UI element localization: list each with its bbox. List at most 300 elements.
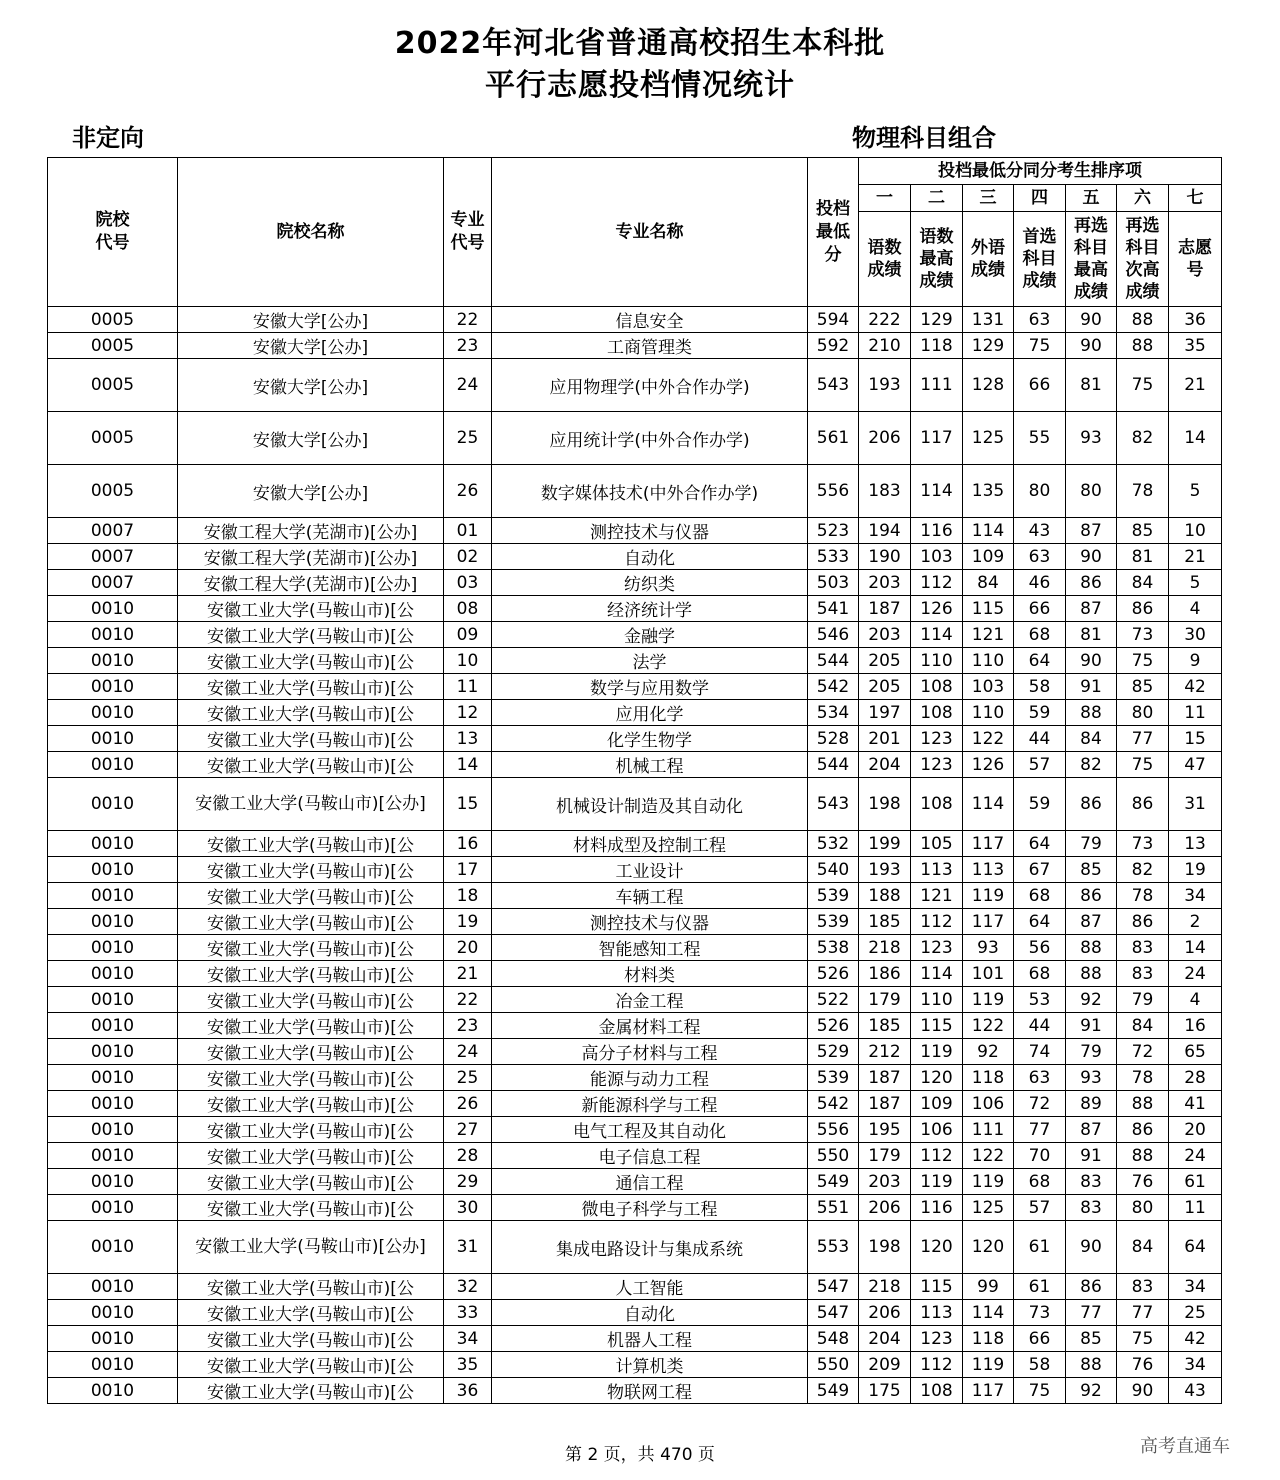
rank-value-cell-2: 114: [911, 961, 963, 987]
header-rank-7: 七: [1169, 185, 1222, 212]
rank-value-cell-4: 75: [1014, 333, 1066, 359]
rank-value-cell-2: 106: [911, 1117, 963, 1143]
rank-value-cell-5: 77: [1066, 1300, 1117, 1326]
rank-value-cell-4: 44: [1014, 1013, 1066, 1039]
major-name-cell: 应用化学: [492, 700, 808, 726]
rank-value-cell-4: 68: [1014, 622, 1066, 648]
school-code-cell: 0010: [48, 596, 178, 622]
rank-value-cell-7: 47: [1169, 752, 1222, 778]
rank-value-cell-3: 118: [963, 1326, 1014, 1352]
rank-value-cell-1: 183: [859, 465, 911, 518]
school-name-cell: 安徽大学[公办]: [178, 333, 444, 359]
school-name-cell: 安徽工业大学(马鞍山市)[公: [178, 935, 444, 961]
rank-value-cell-5: 87: [1066, 909, 1117, 935]
rank-value-cell-1: 188: [859, 883, 911, 909]
rank-value-cell-4: 64: [1014, 648, 1066, 674]
major-name-cell: 应用统计学(中外合作办学): [492, 412, 808, 465]
rank-value-cell-2: 115: [911, 1274, 963, 1300]
major-code-cell: 13: [444, 726, 492, 752]
school-name-cell: 安徽工业大学(马鞍山市)[公: [178, 1300, 444, 1326]
major-code-cell: 10: [444, 648, 492, 674]
school-code-cell: 0010: [48, 1378, 178, 1404]
rank-value-cell-1: 179: [859, 1143, 911, 1169]
school-name-cell: 安徽工业大学(马鞍山市)[公: [178, 1039, 444, 1065]
min-score-cell: 526: [808, 1013, 859, 1039]
major-name-cell: 高分子材料与工程: [492, 1039, 808, 1065]
table-row: [48, 1378, 1222, 1404]
rank-value-cell-5: 88: [1066, 961, 1117, 987]
school-code-cell: 0010: [48, 726, 178, 752]
school-name-cell: 安徽工业大学(马鞍山市)[公: [178, 752, 444, 778]
rank-value-cell-3: 84: [963, 570, 1014, 596]
rank-value-cell-3: 121: [963, 622, 1014, 648]
rank-value-cell-5: 90: [1066, 333, 1117, 359]
rank-value-cell-6: 72: [1117, 1039, 1169, 1065]
rank-value-cell-2: 114: [911, 622, 963, 648]
rank-value-cell-4: 73: [1014, 1300, 1066, 1326]
rank-value-cell-5: 93: [1066, 1065, 1117, 1091]
header-tiebreak-group: 投档最低分同分考生排序项: [859, 158, 1222, 185]
rank-value-cell-7: 19: [1169, 857, 1222, 883]
major-name-cell: 冶金工程: [492, 987, 808, 1013]
rank-value-cell-1: 203: [859, 622, 911, 648]
major-name-cell: 经济统计学: [492, 596, 808, 622]
rank-value-cell-6: 78: [1117, 1065, 1169, 1091]
rank-value-cell-2: 116: [911, 518, 963, 544]
school-code-cell: 0005: [48, 333, 178, 359]
rank-value-cell-1: 198: [859, 1221, 911, 1274]
rank-value-cell-3: 128: [963, 359, 1014, 412]
rank-value-cell-6: 83: [1117, 935, 1169, 961]
table-row: [48, 518, 1222, 544]
header-major-code: 专业代号: [444, 158, 492, 307]
school-name-cell: 安徽工业大学(马鞍山市)[公: [178, 674, 444, 700]
min-score-cell: 594: [808, 307, 859, 333]
rank-value-cell-1: 204: [859, 1326, 911, 1352]
major-code-cell: 31: [444, 1221, 492, 1274]
rank-value-cell-2: 111: [911, 359, 963, 412]
rank-value-cell-2: 108: [911, 700, 963, 726]
school-name-cell: 安徽工业大学(马鞍山市)[公: [178, 1091, 444, 1117]
school-name-cell: 安徽工程大学(芜湖市)[公办]: [178, 570, 444, 596]
rank-value-cell-6: 88: [1117, 1091, 1169, 1117]
rank-value-cell-1: 187: [859, 596, 911, 622]
min-score-cell: 533: [808, 544, 859, 570]
major-name-cell: 自动化: [492, 544, 808, 570]
rank-value-cell-6: 75: [1117, 1326, 1169, 1352]
category-label: 非定向: [72, 124, 144, 152]
min-score-cell: 539: [808, 883, 859, 909]
rank-value-cell-5: 91: [1066, 1143, 1117, 1169]
rank-value-cell-3: 110: [963, 648, 1014, 674]
rank-value-cell-6: 86: [1117, 778, 1169, 831]
rank-value-cell-2: 121: [911, 883, 963, 909]
rank-value-cell-1: 203: [859, 1169, 911, 1195]
school-code-cell: 0010: [48, 1221, 178, 1274]
major-name-cell: 材料类: [492, 961, 808, 987]
rank-value-cell-4: 72: [1014, 1091, 1066, 1117]
min-score-cell: 549: [808, 1378, 859, 1404]
rank-value-cell-4: 59: [1014, 778, 1066, 831]
major-code-cell: 23: [444, 333, 492, 359]
rank-value-cell-7: 2: [1169, 909, 1222, 935]
rank-value-cell-7: 13: [1169, 831, 1222, 857]
rank-value-cell-2: 119: [911, 1169, 963, 1195]
rank-value-cell-3: 106: [963, 1091, 1014, 1117]
school-name-cell: 安徽大学[公办]: [178, 359, 444, 412]
header-rank-5: 五: [1066, 185, 1117, 212]
school-code-cell: 0005: [48, 359, 178, 412]
rank-value-cell-7: 25: [1169, 1300, 1222, 1326]
rank-value-cell-4: 66: [1014, 1326, 1066, 1352]
school-name-cell: 安徽工业大学(马鞍山市)[公: [178, 1326, 444, 1352]
table-row: [48, 1221, 1222, 1274]
rank-value-cell-3: 115: [963, 596, 1014, 622]
min-score-cell: 556: [808, 1117, 859, 1143]
school-code-cell: 0010: [48, 648, 178, 674]
major-name-cell: 机器人工程: [492, 1326, 808, 1352]
rank-value-cell-5: 79: [1066, 1039, 1117, 1065]
school-code-cell: 0010: [48, 1352, 178, 1378]
table-row: [48, 648, 1222, 674]
rank-value-cell-2: 120: [911, 1065, 963, 1091]
rank-value-cell-5: 88: [1066, 700, 1117, 726]
rank-value-cell-7: 64: [1169, 1221, 1222, 1274]
rank-value-cell-5: 92: [1066, 987, 1117, 1013]
rank-value-cell-6: 76: [1117, 1169, 1169, 1195]
school-code-cell: 0010: [48, 1065, 178, 1091]
rank-value-cell-1: 190: [859, 544, 911, 570]
rank-value-cell-3: 117: [963, 909, 1014, 935]
table-body: [48, 307, 1222, 1404]
min-score-cell: 539: [808, 1065, 859, 1091]
rank-value-cell-1: 205: [859, 674, 911, 700]
school-code-cell: 0010: [48, 1117, 178, 1143]
rank-value-cell-2: 129: [911, 307, 963, 333]
rank-value-cell-2: 112: [911, 1352, 963, 1378]
min-score-cell: 547: [808, 1300, 859, 1326]
rank-value-cell-1: 218: [859, 1274, 911, 1300]
school-code-cell: 0010: [48, 987, 178, 1013]
school-code-cell: 0005: [48, 465, 178, 518]
school-code-cell: 0010: [48, 1143, 178, 1169]
rank-value-cell-3: 101: [963, 961, 1014, 987]
rank-value-cell-7: 34: [1169, 1352, 1222, 1378]
min-score-cell: 543: [808, 778, 859, 831]
rank-value-cell-7: 16: [1169, 1013, 1222, 1039]
rank-value-cell-6: 78: [1117, 465, 1169, 518]
school-name-cell: 安徽工程大学(芜湖市)[公办]: [178, 518, 444, 544]
rank-value-cell-3: 92: [963, 1039, 1014, 1065]
rank-value-cell-1: 185: [859, 1013, 911, 1039]
major-name-cell: 数学与应用数学: [492, 674, 808, 700]
rank-value-cell-5: 86: [1066, 883, 1117, 909]
school-code-cell: 0010: [48, 961, 178, 987]
rank-value-cell-7: 28: [1169, 1065, 1222, 1091]
major-name-cell: 工商管理类: [492, 333, 808, 359]
rank-value-cell-1: 206: [859, 1195, 911, 1221]
table-row: [48, 1143, 1222, 1169]
table-row: [48, 1274, 1222, 1300]
rank-value-cell-3: 135: [963, 465, 1014, 518]
rank-value-cell-6: 90: [1117, 1378, 1169, 1404]
rank-value-cell-7: 24: [1169, 961, 1222, 987]
rank-value-cell-6: 78: [1117, 883, 1169, 909]
rank-value-cell-5: 84: [1066, 726, 1117, 752]
rank-value-cell-4: 53: [1014, 987, 1066, 1013]
school-code-cell: 0010: [48, 1300, 178, 1326]
major-name-cell: 集成电路设计与集成系统: [492, 1221, 808, 1274]
rank-value-cell-6: 75: [1117, 359, 1169, 412]
major-name-cell: 新能源科学与工程: [492, 1091, 808, 1117]
rank-value-cell-5: 91: [1066, 674, 1117, 700]
major-code-cell: 20: [444, 935, 492, 961]
school-code-cell: 0010: [48, 778, 178, 831]
major-code-cell: 03: [444, 570, 492, 596]
rank-value-cell-7: 10: [1169, 518, 1222, 544]
major-name-cell: 能源与动力工程: [492, 1065, 808, 1091]
major-code-cell: 22: [444, 987, 492, 1013]
major-code-cell: 19: [444, 909, 492, 935]
rank-value-cell-5: 89: [1066, 1091, 1117, 1117]
school-code-cell: 0010: [48, 935, 178, 961]
major-code-cell: 33: [444, 1300, 492, 1326]
rank-value-cell-1: 206: [859, 1300, 911, 1326]
rank-value-cell-4: 70: [1014, 1143, 1066, 1169]
table-row: [48, 1039, 1222, 1065]
rank-value-cell-3: 122: [963, 726, 1014, 752]
rank-value-cell-4: 61: [1014, 1274, 1066, 1300]
rank-value-cell-5: 90: [1066, 307, 1117, 333]
rank-value-cell-6: 84: [1117, 1013, 1169, 1039]
rank-value-cell-5: 85: [1066, 1326, 1117, 1352]
school-name-cell: 安徽工业大学(马鞍山市)[公: [178, 700, 444, 726]
rank-value-cell-3: 118: [963, 1065, 1014, 1091]
rank-value-cell-4: 55: [1014, 412, 1066, 465]
header-subcol-5: 再选科目最高成绩: [1066, 212, 1117, 307]
rank-value-cell-5: 83: [1066, 1169, 1117, 1195]
rank-value-cell-2: 123: [911, 935, 963, 961]
school-name-cell: 安徽工业大学(马鞍山市)[公: [178, 648, 444, 674]
school-code-cell: 0010: [48, 700, 178, 726]
major-name-cell: 电气工程及其自动化: [492, 1117, 808, 1143]
rank-value-cell-6: 73: [1117, 831, 1169, 857]
major-name-cell: 智能感知工程: [492, 935, 808, 961]
school-name-cell: 安徽工业大学(马鞍山市)[公: [178, 1352, 444, 1378]
major-name-cell: 材料成型及控制工程: [492, 831, 808, 857]
rank-value-cell-7: 4: [1169, 596, 1222, 622]
major-code-cell: 11: [444, 674, 492, 700]
table-row: [48, 596, 1222, 622]
school-name-cell: 安徽工业大学(马鞍山市)[公办]: [178, 778, 444, 831]
rank-value-cell-3: 122: [963, 1143, 1014, 1169]
table-row: [48, 544, 1222, 570]
rank-value-cell-3: 119: [963, 883, 1014, 909]
rank-value-cell-6: 79: [1117, 987, 1169, 1013]
major-name-cell: 信息安全: [492, 307, 808, 333]
rank-value-cell-6: 88: [1117, 307, 1169, 333]
rank-value-cell-4: 77: [1014, 1117, 1066, 1143]
major-name-cell: 通信工程: [492, 1169, 808, 1195]
rank-value-cell-2: 105: [911, 831, 963, 857]
min-score-cell: 540: [808, 857, 859, 883]
rank-value-cell-5: 86: [1066, 570, 1117, 596]
min-score-cell: 539: [808, 909, 859, 935]
rank-value-cell-5: 88: [1066, 935, 1117, 961]
major-name-cell: 车辆工程: [492, 883, 808, 909]
rank-value-cell-7: 4: [1169, 987, 1222, 1013]
rank-value-cell-1: 194: [859, 518, 911, 544]
rank-value-cell-2: 119: [911, 1039, 963, 1065]
rank-value-cell-2: 120: [911, 1221, 963, 1274]
rank-value-cell-6: 76: [1117, 1352, 1169, 1378]
school-code-cell: 0010: [48, 1195, 178, 1221]
rank-value-cell-7: 43: [1169, 1378, 1222, 1404]
table-row: [48, 909, 1222, 935]
school-code-cell: 0010: [48, 883, 178, 909]
rank-value-cell-5: 87: [1066, 1117, 1117, 1143]
major-name-cell: 计算机类: [492, 1352, 808, 1378]
min-score-cell: 544: [808, 752, 859, 778]
major-code-cell: 26: [444, 465, 492, 518]
rank-value-cell-4: 66: [1014, 359, 1066, 412]
rank-value-cell-1: 195: [859, 1117, 911, 1143]
rank-value-cell-4: 57: [1014, 1195, 1066, 1221]
major-name-cell: 物联网工程: [492, 1378, 808, 1404]
header-subcol-6: 再选科目次高成绩: [1117, 212, 1169, 307]
table-row: [48, 570, 1222, 596]
rank-value-cell-5: 81: [1066, 359, 1117, 412]
major-name-cell: 微电子科学与工程: [492, 1195, 808, 1221]
major-name-cell: 纺织类: [492, 570, 808, 596]
school-name-cell: 安徽工业大学(马鞍山市)[公办]: [178, 1221, 444, 1274]
major-name-cell: 数字媒体技术(中外合作办学): [492, 465, 808, 518]
table-row: [48, 1169, 1222, 1195]
rank-value-cell-4: 43: [1014, 518, 1066, 544]
rank-value-cell-4: 80: [1014, 465, 1066, 518]
school-code-cell: 0010: [48, 857, 178, 883]
rank-value-cell-3: 103: [963, 674, 1014, 700]
rank-value-cell-6: 75: [1117, 648, 1169, 674]
rank-value-cell-5: 81: [1066, 622, 1117, 648]
header-rank-3: 三: [963, 185, 1014, 212]
rank-value-cell-2: 113: [911, 857, 963, 883]
rank-value-cell-6: 88: [1117, 333, 1169, 359]
min-score-cell: 556: [808, 465, 859, 518]
school-code-cell: 0010: [48, 1013, 178, 1039]
rank-value-cell-6: 85: [1117, 518, 1169, 544]
table-row: [48, 1326, 1222, 1352]
rank-value-cell-3: 120: [963, 1221, 1014, 1274]
header-school-name: 院校名称: [178, 158, 444, 307]
min-score-cell: 561: [808, 412, 859, 465]
min-score-cell: 547: [808, 1274, 859, 1300]
rank-value-cell-6: 86: [1117, 1117, 1169, 1143]
rank-value-cell-4: 46: [1014, 570, 1066, 596]
major-code-cell: 02: [444, 544, 492, 570]
school-name-cell: 安徽工业大学(马鞍山市)[公: [178, 857, 444, 883]
school-name-cell: 安徽工业大学(马鞍山市)[公: [178, 883, 444, 909]
rank-value-cell-1: 222: [859, 307, 911, 333]
rank-value-cell-3: 113: [963, 857, 1014, 883]
rank-value-cell-6: 86: [1117, 596, 1169, 622]
rank-value-cell-1: 204: [859, 752, 911, 778]
rank-value-cell-1: 209: [859, 1352, 911, 1378]
major-code-cell: 18: [444, 883, 492, 909]
rank-value-cell-3: 99: [963, 1274, 1014, 1300]
major-code-cell: 27: [444, 1117, 492, 1143]
rank-value-cell-1: 205: [859, 648, 911, 674]
rank-value-cell-7: 14: [1169, 412, 1222, 465]
rank-value-cell-7: 14: [1169, 935, 1222, 961]
min-score-cell: 526: [808, 961, 859, 987]
major-code-cell: 25: [444, 1065, 492, 1091]
school-code-cell: 0007: [48, 544, 178, 570]
rank-value-cell-1: 197: [859, 700, 911, 726]
rank-value-cell-3: 125: [963, 1195, 1014, 1221]
header-rank-6: 六: [1117, 185, 1169, 212]
rank-value-cell-5: 90: [1066, 648, 1117, 674]
rank-value-cell-7: 36: [1169, 307, 1222, 333]
major-code-cell: 36: [444, 1378, 492, 1404]
school-code-cell: 0010: [48, 1169, 178, 1195]
rank-value-cell-5: 87: [1066, 596, 1117, 622]
major-code-cell: 25: [444, 412, 492, 465]
school-code-cell: 0007: [48, 518, 178, 544]
rank-value-cell-6: 83: [1117, 961, 1169, 987]
rank-value-cell-1: 186: [859, 961, 911, 987]
major-name-cell: 工业设计: [492, 857, 808, 883]
major-code-cell: 14: [444, 752, 492, 778]
rank-value-cell-3: 131: [963, 307, 1014, 333]
major-code-cell: 24: [444, 1039, 492, 1065]
min-score-cell: 529: [808, 1039, 859, 1065]
rank-value-cell-1: 212: [859, 1039, 911, 1065]
rank-value-cell-2: 103: [911, 544, 963, 570]
rank-value-cell-3: 93: [963, 935, 1014, 961]
school-name-cell: 安徽工业大学(马鞍山市)[公: [178, 1143, 444, 1169]
rank-value-cell-4: 63: [1014, 307, 1066, 333]
min-score-cell: 551: [808, 1195, 859, 1221]
rank-value-cell-6: 81: [1117, 544, 1169, 570]
header-school-code: 院校代号: [48, 158, 178, 307]
table-header: [48, 158, 1222, 307]
rank-value-cell-6: 83: [1117, 1274, 1169, 1300]
school-code-cell: 0010: [48, 622, 178, 648]
min-score-cell: 549: [808, 1169, 859, 1195]
rank-value-cell-7: 20: [1169, 1117, 1222, 1143]
rank-value-cell-2: 110: [911, 648, 963, 674]
major-name-cell: 人工智能: [492, 1274, 808, 1300]
rank-value-cell-4: 63: [1014, 544, 1066, 570]
rank-value-cell-3: 110: [963, 700, 1014, 726]
rank-value-cell-7: 61: [1169, 1169, 1222, 1195]
rank-value-cell-7: 30: [1169, 622, 1222, 648]
min-score-cell: 544: [808, 648, 859, 674]
rank-value-cell-2: 123: [911, 752, 963, 778]
rank-value-cell-2: 110: [911, 987, 963, 1013]
rank-value-cell-3: 125: [963, 412, 1014, 465]
school-code-cell: 0010: [48, 831, 178, 857]
rank-value-cell-1: 187: [859, 1065, 911, 1091]
min-score-cell: 503: [808, 570, 859, 596]
rank-value-cell-5: 82: [1066, 752, 1117, 778]
rank-value-cell-5: 93: [1066, 412, 1117, 465]
rank-value-cell-4: 64: [1014, 909, 1066, 935]
major-name-cell: 法学: [492, 648, 808, 674]
rank-value-cell-6: 84: [1117, 570, 1169, 596]
major-name-cell: 金融学: [492, 622, 808, 648]
